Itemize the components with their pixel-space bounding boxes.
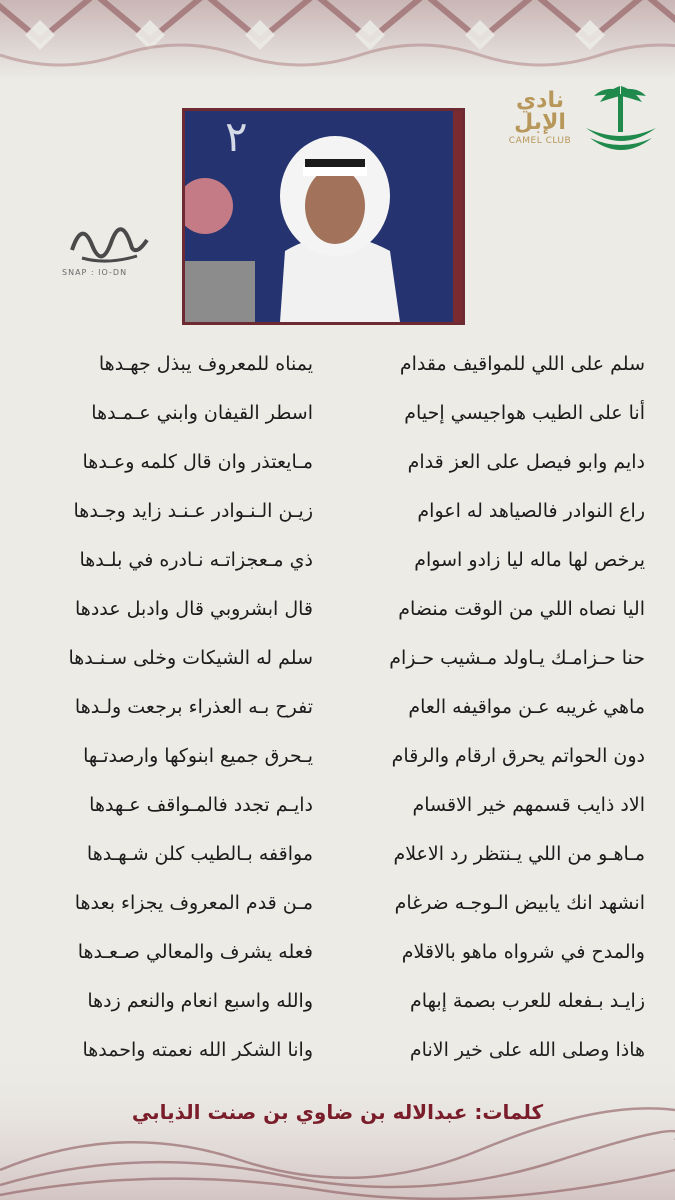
verse-second-half: زيـن الـنـوادر عـنـد زايد وجـدها [73,500,313,522]
poem-row [0,585,675,633]
verse-first-half: مـاهـو من اللي يـنتظر رد الاعلام [393,843,645,865]
poem-row [0,732,675,780]
verse-second-half: فعله يشرف والمعالي صـعـدها [77,941,313,963]
verse-first-half: اليا نصاه اللي من الوقت منضام [398,598,645,620]
verse-first-half: ماهي غريبه عـن مواقيفه العام [408,696,645,718]
verse-first-half: الاد ذايب قسمهم خير الاقسام [412,794,645,816]
club-name-english: CAMEL CLUB [508,136,572,146]
verse-first-half: سلم على اللي للمواقيف مقدام [399,353,645,375]
bottom-pattern-graphic [0,1050,675,1200]
bottom-pattern-band [0,1050,675,1200]
poem-row [0,928,675,976]
verse-second-half: اسطر القيفان وابني عـمـدها [91,402,313,424]
verse-second-half: مواقفه بـالطيب كلن شـهـدها [86,843,313,865]
verse-first-half: أنا على الطيب هواجيسي إحيام [404,402,645,424]
saudi-emblem-icon [578,82,664,160]
verse-second-half: ذي مـعجزاتـه نـادره في بلـدها [79,549,313,571]
poem-row [0,487,675,535]
poem-row [0,438,675,486]
verse-first-half: انشهد انك يابيض الـوجـه ضرغام [394,892,645,914]
verse-second-half: والله واسبع انعام والنعم زدها [87,990,313,1012]
verse-first-half: دون الحواتم يحرق ارقام والرقام [391,745,645,767]
poem-row [0,879,675,927]
portrait-graphic [185,111,462,322]
poem-row [0,340,675,388]
poem-row [0,634,675,682]
emblem-graphic [578,82,664,160]
top-pattern-graphic [0,0,675,80]
poem-body [0,340,675,1078]
verse-second-half: مـن قدم المعروف يجزاء بعدها [74,892,313,914]
portrait-photo [182,108,465,325]
verse-second-half: دايـم تجدد فالمـواقف عـهدها [89,794,313,816]
verse-second-half: يمناه للمعروف يبذل جهـدها [98,353,313,375]
poem-row [0,977,675,1025]
poem-author: كلمات: عبدالاله بن ضاوي بن صنت الذيابي [131,1100,544,1124]
verse-second-half: قال ابشروبي قال وادبل عددها [75,598,313,620]
verse-first-half: حنا حـزامـك يـاولد مـشيب حـزام [389,647,645,669]
poem-row [0,389,675,437]
top-pattern-band [0,0,675,80]
verse-first-half: دايم وابو فيصل على العز قدام [407,451,645,473]
club-name-arabic: نادي الإبل [514,88,566,135]
verse-second-half: تفرح بـه العذراء برجعت ولـدها [74,696,313,718]
signature-caption: SNAP : IO-DN [62,268,128,277]
poem-row [0,536,675,584]
verse-first-half: راع النوادر فالصياهد له اعوام [417,500,645,522]
poem-row [0,683,675,731]
verse-first-half: يرخص لها ماله ليا زادو اسوام [414,549,645,571]
signature-graphic [62,210,152,270]
poem-row [0,830,675,878]
verse-second-half: سلم له الشيكات وخلى سـنـدها [68,647,313,669]
verse-second-half: يـحرق جميع ابنوكها وارصدتـها [83,745,313,767]
svg-text:٢: ٢ [225,112,248,161]
verse-first-half: زايـد بـفعله للعرب بصمة إبهام [410,990,645,1012]
poem-row [0,781,675,829]
verse-second-half: مـايعتذر وان قال كلمه وعـدها [82,451,313,473]
verse-first-half: والمدح في شرواه ماهو بالاقلام [401,941,645,963]
